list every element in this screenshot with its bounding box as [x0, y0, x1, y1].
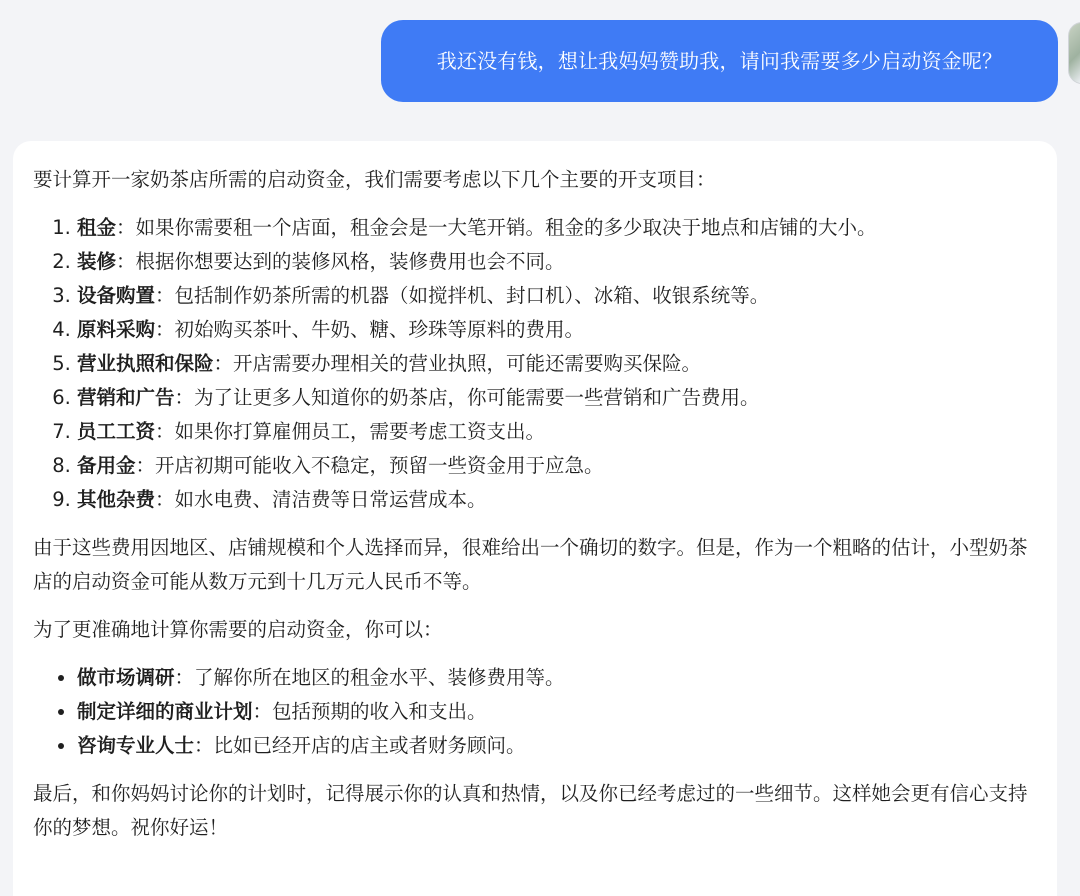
list-item — [77, 245, 1037, 279]
list-item-term: 备用金 — [77, 454, 136, 477]
list-item-desc: 包括预期的收入和支出。 — [272, 700, 487, 723]
list-item-term: 营销和广告 — [77, 386, 175, 409]
list-item-desc: 为了让更多人知道你的奶茶店，你可能需要一些营销和广告费用。 — [194, 386, 760, 409]
list-item-separator: ： — [174, 666, 195, 689]
list-item — [77, 415, 1037, 449]
list-item-separator: ： — [252, 700, 273, 723]
list-item-separator: ： — [194, 734, 214, 757]
tips-list — [33, 661, 1037, 763]
list-item-desc: 开店初期可能收入不稳定，预留一些资金用于应急。 — [155, 454, 604, 477]
closing-paragraph: 最后，和你妈妈讨论你的计划时，记得展示你的认真和热情，以及你已经考虑过的一些细节。这样她会更有信心支持你的梦想。祝你好运！ — [33, 782, 1028, 839]
user-message-bubble[interactable]: 我还没有钱，想让我妈妈赞助我，请问我需要多少启动资金呢？ — [381, 20, 1058, 102]
list-item-separator: ： — [213, 352, 234, 375]
list-item-desc: 如果你打算雇佣员工，需要考虑工资支出。 — [174, 420, 546, 443]
list-item — [77, 347, 1037, 381]
list-item-term: 其他杂费 — [77, 488, 156, 511]
list-item-separator: ： — [155, 284, 175, 307]
list-item-term: 员工工资 — [77, 420, 156, 443]
list-item-desc: 包括制作奶茶所需的机器（如搅拌机、封口机）、冰箱、收银系统等。 — [174, 284, 770, 307]
list-item — [77, 449, 1037, 483]
list-item-term: 设备购置 — [77, 284, 156, 307]
list-item-desc: 根据你想要达到的装修风格，装修费用也会不同。 — [135, 250, 565, 273]
user-avatar[interactable] — [1068, 22, 1080, 84]
list-item-separator: ： — [135, 454, 156, 477]
list-item-separator: ： — [155, 318, 175, 341]
list-item-separator: ： — [116, 250, 136, 273]
list-item-desc: 开店需要办理相关的营业执照，可能还需要购买保险。 — [233, 352, 702, 375]
list-item-separator: ： — [155, 488, 175, 511]
list-item-desc: 了解你所在地区的租金水平、装修费用等。 — [194, 666, 565, 689]
list-item-desc: 比如已经开店的店主或者财务顾问。 — [213, 734, 526, 757]
list-item — [77, 381, 1037, 415]
list-item — [77, 661, 1037, 695]
cost-items-list — [33, 211, 1037, 517]
list-item — [77, 279, 1037, 313]
list-item-term: 原料采购 — [77, 318, 156, 341]
list-item-term: 咨询专业人士 — [77, 734, 195, 757]
list-item-term: 做市场调研 — [77, 666, 175, 689]
list-item-desc: 如水电费、清洁费等日常运营成本。 — [174, 488, 487, 511]
list-item-desc: 初始购买茶叶、牛奶、糖、珍珠等原料的费用。 — [174, 318, 585, 341]
list-item-term: 租金 — [77, 216, 117, 239]
list-item-term: 装修 — [77, 250, 117, 273]
list-item — [77, 483, 1037, 517]
estimate-paragraph: 由于这些费用因地区、店铺规模和个人选择而异，很难给出一个确切的数字。但是，作为一个粗略的估计，小型奶茶店的启动资金可能从数万元到十几万元人民币不等。 — [33, 536, 1028, 593]
assistant-intro: 要计算开一家奶茶店所需的启动资金，我们需要考虑以下几个主要的开支项目： — [33, 168, 716, 191]
list-item-separator: ： — [116, 216, 136, 239]
list-item-separator: ： — [174, 386, 195, 409]
list-item — [77, 729, 1037, 763]
list-item-separator: ： — [155, 420, 175, 443]
list-item-desc: 如果你需要租一个店面，租金会是一大笔开销。租金的多少取决于地点和店铺的大小。 — [135, 216, 877, 239]
tips-intro: 为了更准确地计算你需要的启动资金，你可以： — [33, 618, 443, 641]
assistant-message-card — [13, 141, 1057, 896]
list-item — [77, 313, 1037, 347]
list-item — [77, 211, 1037, 245]
list-item-term: 制定详细的商业计划 — [77, 700, 253, 723]
list-item — [77, 695, 1037, 729]
user-message-row — [381, 20, 1058, 102]
list-item-term: 营业执照和保险 — [77, 352, 214, 375]
